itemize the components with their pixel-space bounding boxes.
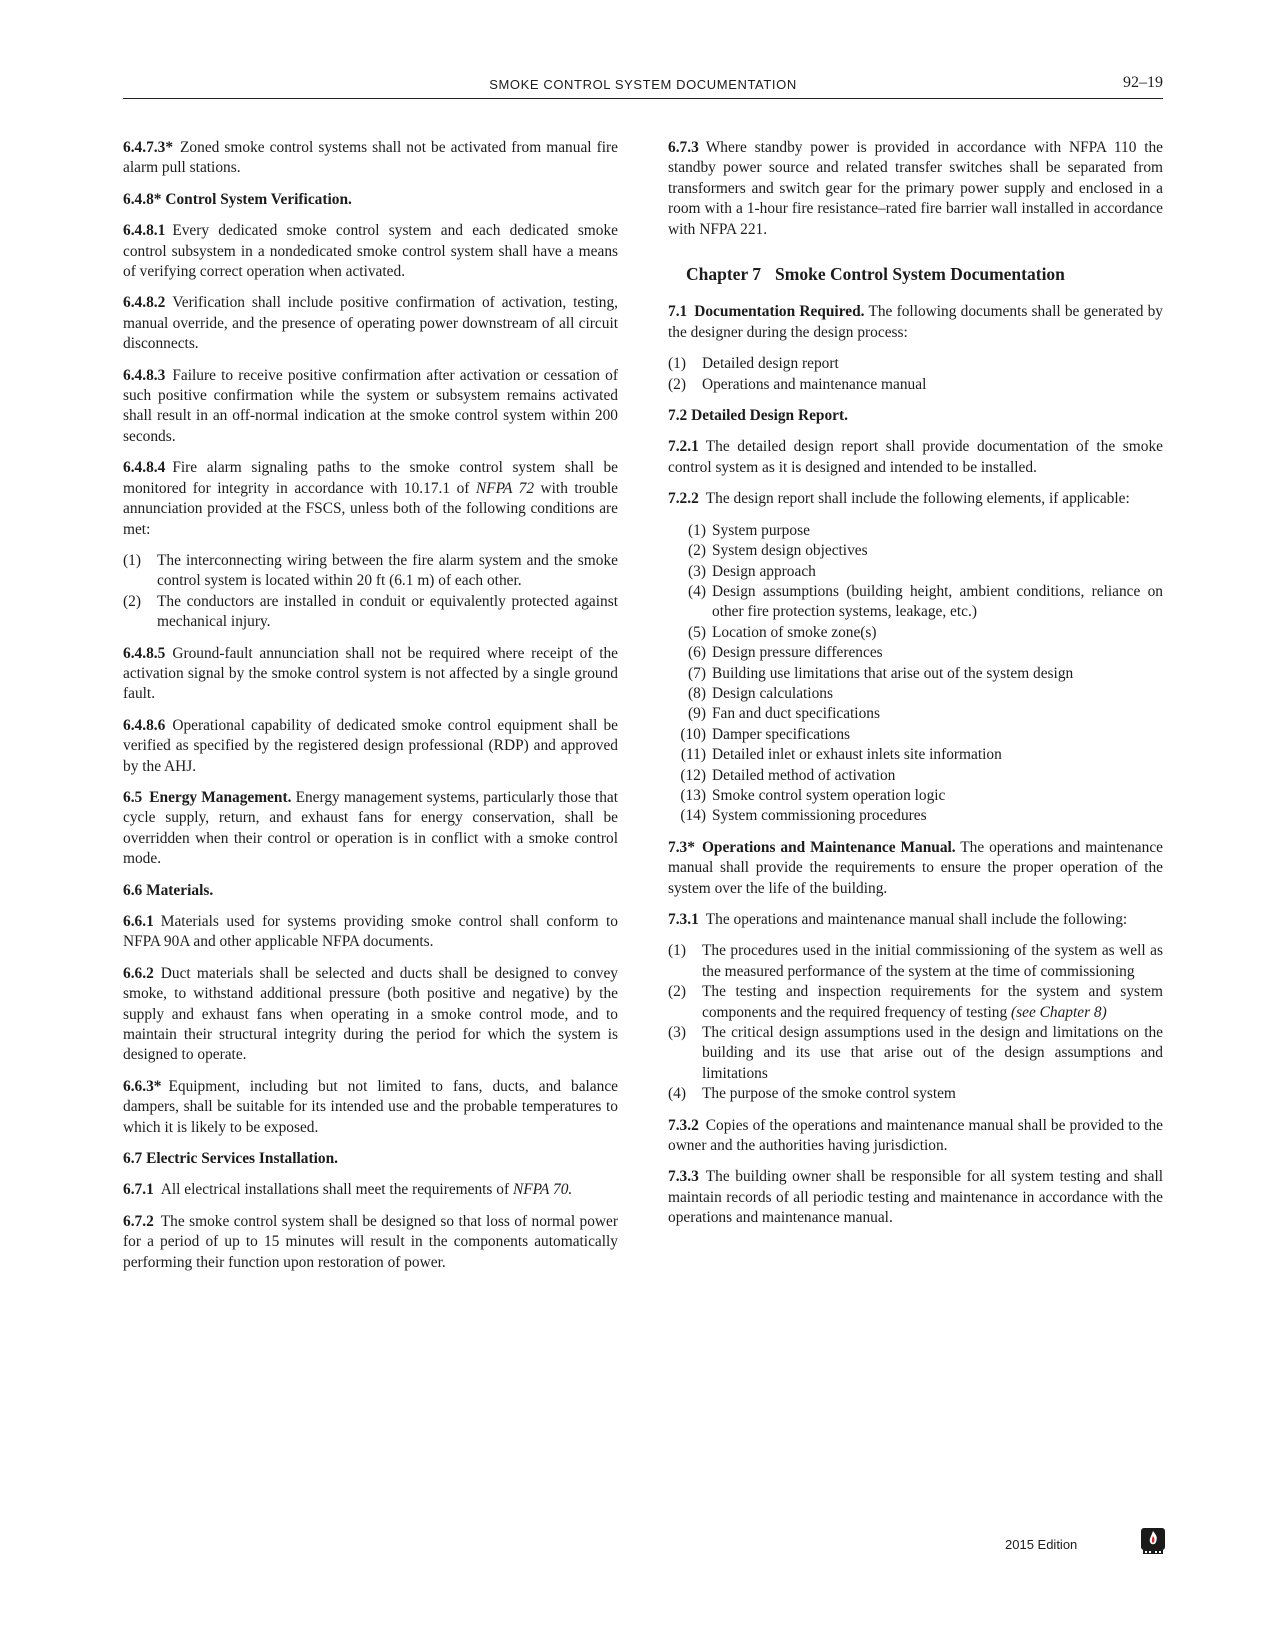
- list-text-wrapper: [702, 982, 1163, 1023]
- section-number: 6.6.1: [123, 913, 154, 930]
- list-label: (3): [668, 1024, 686, 1042]
- list-text: The conductors are installed in conduit or equivalently protected against mechanical injury.: [157, 592, 618, 631]
- list-label: (6): [688, 644, 706, 662]
- section-number: 6.7.3: [668, 139, 699, 156]
- paragraph-text: The detailed design report shall provide documentation of the smoke control system as it is designed and intended to be installed.: [668, 438, 1163, 476]
- list-7-3-1: [668, 941, 1163, 1104]
- paragraph-text: The design report shall include the following elements, if applicable:: [705, 490, 1130, 508]
- paragraph-6-7-3: [668, 138, 1163, 240]
- list-item: [668, 725, 1163, 745]
- list-text: The critical design assumptions used in the design and limitations on the building and its use that arise out of the design assumptions and limitations: [702, 1024, 1163, 1082]
- list-label: (4): [688, 582, 706, 600]
- list-text: Design pressure differences: [712, 644, 883, 662]
- paragraph-6-7-2: [123, 1212, 618, 1273]
- section-heading-7-2: 7.2 Detailed Design Report.: [668, 407, 848, 425]
- list-label: (9): [688, 705, 706, 723]
- reference-link: (see Chapter 8): [1011, 1003, 1107, 1021]
- reference-link: NFPA 72: [475, 479, 535, 497]
- section-number: 6.5: [123, 788, 143, 806]
- paragraph-7-3-3: [668, 1167, 1163, 1228]
- list-text: Fan and duct specifications: [712, 705, 880, 723]
- paragraph-text: Zoned smoke control systems shall not be activated from manual fire alarm pull stations.: [123, 139, 618, 177]
- list-text: The interconnecting wiring between the fire alarm system and the smoke control system is located within 20 ft (6.1 m) of each other.: [157, 551, 618, 590]
- list-text: Detailed method of activation: [712, 766, 896, 784]
- list-item: [668, 941, 1163, 982]
- paragraph-text: The operations and maintenance manual shall include the following:: [705, 911, 1128, 928]
- paragraph-6-6-2: [123, 964, 618, 1066]
- list-label: (14): [680, 807, 706, 825]
- list-item: [668, 582, 1163, 623]
- paragraph-6-4-8-4: [123, 458, 618, 540]
- paragraph-text: All electrical installations shall meet the requirements of: [160, 1181, 513, 1199]
- paragraph-text: Ground-fault annunciation shall not be required where receipt of the activation signal by the smoke control system is not affected by a single ground fault.: [123, 644, 618, 703]
- section-number: 6.7.2: [123, 1212, 154, 1230]
- list-text: Location of smoke zone(s): [712, 623, 877, 641]
- right-column: [668, 138, 1163, 1240]
- list-label: (4): [668, 1085, 686, 1103]
- paragraph-7-2-2: [668, 489, 1163, 509]
- nfpa-logo-icon: [1140, 1527, 1166, 1555]
- list-item: [668, 354, 1163, 374]
- list-7-1: [668, 354, 1163, 395]
- list-label: (11): [680, 746, 706, 764]
- section-number: 6.4.8.3: [123, 366, 166, 384]
- list-text: Damper specifications: [712, 725, 851, 743]
- section-number: 7.2.2: [668, 490, 699, 508]
- list-item: [668, 704, 1163, 724]
- paragraph-text: Duct materials shall be selected and ducts shall be designed to convey smoke, to withstand additional pressure (both positive and negative) by the supply and exhaust fans when operating in a smoke control mode, and to maintain their structural integrity during the period for which the system is designed to operate.: [123, 964, 618, 1064]
- section-number: 7.3.3: [668, 1168, 699, 1186]
- list-text: System design objectives: [712, 542, 868, 560]
- list-label: (12): [680, 766, 706, 784]
- section-title: Operations and Maintenance Manual.: [701, 838, 956, 856]
- paragraph-6-7-1: [123, 1180, 618, 1200]
- paragraph-6-4-8-5: [123, 644, 618, 705]
- section-number: 7.2.1: [668, 438, 699, 456]
- list-label: (2): [123, 592, 141, 610]
- list-item: [123, 592, 618, 633]
- section-heading-6-7: 6.7 Electric Services Installation.: [123, 1150, 339, 1168]
- list-text: Design assumptions (building height, ambient conditions, reliance on other fire protection systems, leakage, etc.): [712, 582, 1163, 621]
- section-number: 6.6.2: [123, 964, 154, 982]
- paragraph-text: Equipment, including but not limited to fans, ducts, and balance dampers, shall be suitable for its intended use and the probable temperatures to which it is likely to be exposed.: [123, 1077, 618, 1136]
- section-number: 6.4.8.2: [123, 294, 166, 312]
- paragraph-text: The smoke control system shall be designed so that loss of normal power for a period of up to 15 minutes will result in the components automatically performing their function upon restoration of power.: [123, 1212, 618, 1271]
- section-number: 6.4.8.6: [123, 716, 166, 734]
- section-number: 6.4.7.3*: [123, 139, 174, 156]
- paragraph-7-2-1: [668, 437, 1163, 478]
- list-label: (1): [668, 942, 686, 960]
- list-item: [668, 664, 1163, 684]
- list-item: [668, 1084, 1163, 1104]
- paragraph-7-1: [668, 302, 1163, 343]
- section-number: 6.4.8.4: [123, 459, 166, 477]
- paragraph-6-5: [123, 788, 618, 870]
- list-label: (7): [688, 664, 706, 682]
- paragraph-text: Fire alarm signaling paths to the smoke control system shall be monitored for integrity in accordance with 10.17.1 of: [123, 459, 618, 497]
- section-number: 7.3.2: [668, 1116, 699, 1134]
- chapter-number: Chapter 7: [686, 264, 762, 285]
- list-label: (5): [688, 623, 706, 641]
- list-item: [123, 551, 618, 592]
- paragraph-text: Operational capability of dedicated smoke control equipment shall be verified as specified by the registered design professional (RDP) and approved by the AHJ.: [123, 716, 618, 775]
- section-number: 7.1: [668, 303, 688, 321]
- list-text: Detailed design report: [702, 355, 839, 373]
- paragraph-text: with trouble annunciation provided at the FSCS, unless both of the following conditions are met:: [123, 479, 618, 538]
- paragraph-6-6-3: [123, 1077, 618, 1138]
- list-item: [668, 786, 1163, 806]
- section-number: 6.4.8.5: [123, 644, 166, 662]
- section-number: 6.7.1: [123, 1181, 154, 1199]
- list-text: The testing and inspection requirements for the system and system components and the required frequency of testing: [702, 983, 1163, 1021]
- list-item: [668, 766, 1163, 786]
- list-text: Smoke control system operation logic: [712, 786, 946, 804]
- section-number: 6.4.8.1: [123, 222, 166, 240]
- list-item: [668, 982, 1163, 1023]
- paragraph-text: The operations and maintenance manual shall provide the requirements to ensure the proper operation of the system over the life of the building.: [668, 838, 1163, 897]
- list-text: Operations and maintenance manual: [702, 375, 927, 393]
- paragraph-7-3: [668, 838, 1163, 899]
- list-item: [668, 562, 1163, 582]
- list-item: [668, 521, 1163, 541]
- list-text: The procedures used in the initial commissioning of the system as well as the measured performance of the system at the time of commissioning: [702, 942, 1163, 980]
- paragraph-6-4-8-2: [123, 293, 618, 354]
- chapter-heading: [686, 264, 1163, 284]
- paragraph-6-4-7-3: [123, 138, 618, 179]
- section-heading-6-6: 6.6 Materials.: [123, 881, 214, 899]
- section-number: 7.3*: [668, 838, 695, 856]
- section-number: 6.6.3*: [123, 1077, 162, 1095]
- list-item: [668, 623, 1163, 643]
- paragraph-6-6-1: [123, 912, 618, 953]
- paragraph-text: Energy management systems, particularly those that cycle supply, return, and exhaust fans for energy conservation, shall be overridden when their control or operation is in conflict with a smoke control mode.: [123, 788, 619, 868]
- list-label: (1): [688, 521, 706, 539]
- list-text: Detailed inlet or exhaust inlets site information: [712, 746, 1002, 764]
- list-label: (1): [668, 355, 686, 373]
- paragraph-text: Copies of the operations and maintenance manual shall be provided to the owner and the authorities having jurisdiction.: [668, 1116, 1163, 1155]
- list-text: System commissioning procedures: [712, 807, 927, 825]
- list-label: (2): [688, 542, 706, 560]
- list-text: Building use limitations that arise out of the system design: [712, 664, 1074, 682]
- section-title: Energy Management.: [149, 788, 292, 806]
- paragraph-text: The building owner shall be responsible for all system testing and shall maintain records of all periodic testing and maintenance in accordance with the operations and maintenance manual.: [668, 1168, 1163, 1227]
- paragraph-text: Verification shall include positive confirmation of activation, testing, manual override, and the presence of operating power downstream of all circuit disconnects.: [123, 294, 618, 353]
- list-text: Design approach: [712, 562, 816, 580]
- list-text: Design calculations: [712, 684, 833, 702]
- running-header: [123, 76, 1163, 99]
- chapter-title: Smoke Control System Documentation: [775, 264, 1065, 285]
- left-column: [123, 138, 618, 1284]
- list-label: (8): [688, 684, 706, 702]
- list-item: [668, 684, 1163, 704]
- paragraph-text: Failure to receive positive confirmation after activation or cessation of such positive confirmation while the system or subsystem remains activated shall result in an off-normal indication at the smoke control system within 200 seconds.: [123, 366, 618, 445]
- paragraph-text: The following documents shall be generated by the designer during the design process:: [668, 303, 1164, 341]
- section-title: Documentation Required.: [694, 303, 865, 321]
- list-text: The purpose of the smoke control system: [702, 1085, 956, 1103]
- list-label: (2): [668, 375, 686, 393]
- paragraph-6-4-8-6: [123, 716, 618, 777]
- list-label: (1): [123, 551, 141, 569]
- list-item: [668, 375, 1163, 395]
- list-item: [668, 643, 1163, 663]
- paragraph-7-3-2: [668, 1116, 1163, 1157]
- list-label: (10): [680, 725, 706, 743]
- running-header-title: SMOKE CONTROL SYSTEM DOCUMENTATION: [489, 77, 797, 92]
- list-text: System purpose: [712, 521, 810, 539]
- paragraph-text: Where standby power is provided in accordance with NFPA 110 the standby power source and related transfer switches shall be separated from transformers and switch gear for the primary power supply and enclosed in a room with a 1-hour fire resistance–rated fire barrier wall installed in accordance with NFPA 221.: [668, 139, 1163, 238]
- list-item: [668, 541, 1163, 561]
- reference-link: NFPA 70.: [512, 1181, 573, 1199]
- section-heading-6-4-8: 6.4.8* Control System Verification.: [123, 190, 352, 208]
- edition-label: 2015 Edition: [1005, 1537, 1078, 1552]
- paragraph-6-4-8-3: [123, 366, 618, 448]
- paragraph-text: Every dedicated smoke control system and each dedicated smoke control subsystem in a nondedicated smoke control system shall have a means of verifying correct operation when activated.: [123, 222, 618, 281]
- page-number: 92–19: [1123, 74, 1163, 91]
- paragraph-7-3-1: [668, 910, 1163, 930]
- list-item: [668, 1023, 1163, 1084]
- list-item: [668, 745, 1163, 765]
- list-7-2-2: [668, 521, 1163, 827]
- paragraph-text: Materials used for systems providing smoke control shall conform to NFPA 90A and other applicable NFPA documents.: [123, 913, 618, 951]
- list-label: (2): [668, 983, 686, 1001]
- list-6-4-8-4: [123, 551, 618, 633]
- paragraph-6-4-8-1: [123, 221, 618, 282]
- list-label: (3): [688, 562, 706, 580]
- section-number: 7.3.1: [668, 911, 699, 928]
- list-label: (13): [680, 786, 706, 804]
- list-item: [668, 806, 1163, 826]
